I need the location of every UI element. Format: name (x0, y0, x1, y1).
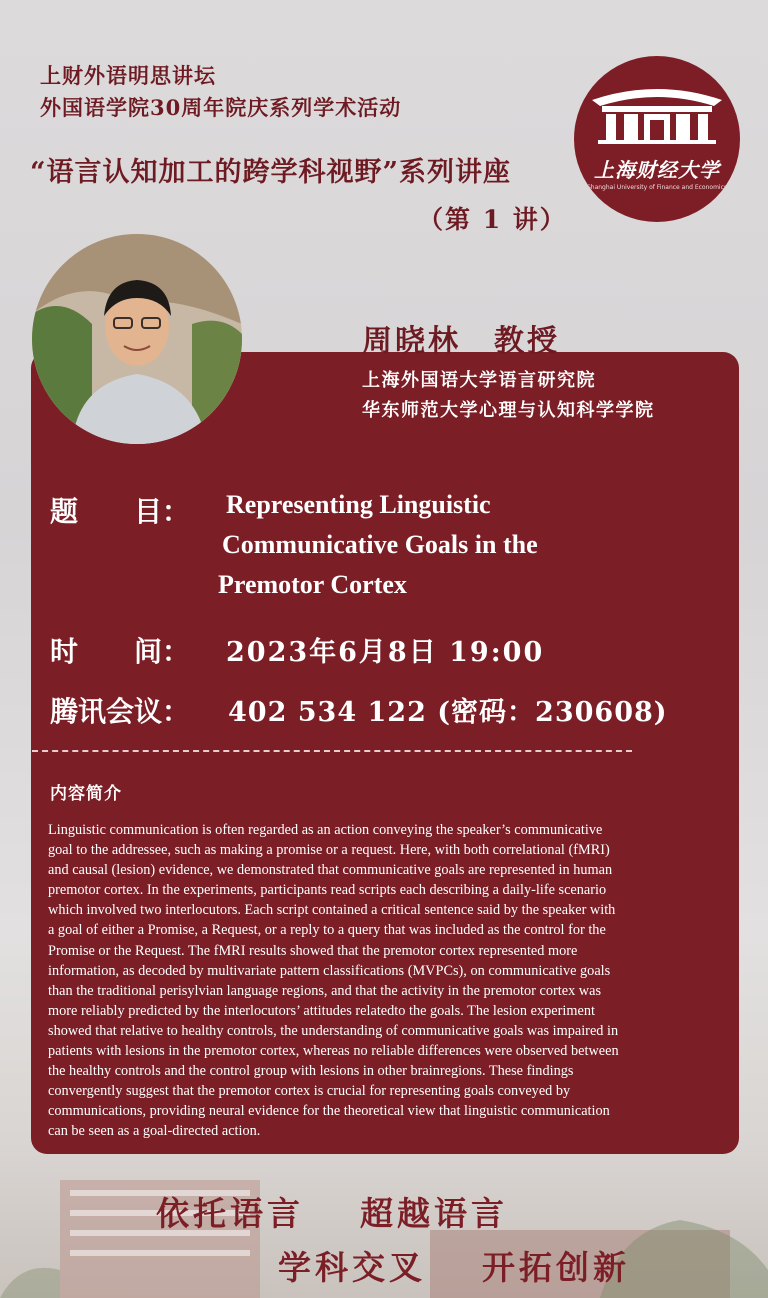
lecture-number: （第 1 讲） (418, 205, 567, 234)
abstract-line: which involved two interlocutors. Each script contained a critical sentence said by the speaker with (48, 902, 616, 919)
abstract-line: and causal (lesion) evidence, we demonstrated that communicative goals are represented in human (48, 862, 613, 879)
speaker-affiliation-2: 华东师范大学心理与认知科学学院 (362, 400, 655, 421)
forum-name: 上财外语明思讲坛 (40, 63, 216, 88)
abstract-line: communications, providing neural evidence for the theoretical view that linguistic communication (48, 1103, 610, 1120)
series-title: “语言认知加工的跨学科视野”系列讲座 (30, 157, 512, 188)
speaker-name: 周晓林 教授 (362, 324, 560, 359)
topic-line-2: Communicative Goals in the (222, 530, 538, 559)
section-divider (32, 750, 632, 752)
gate-building-icon (574, 56, 740, 222)
topic-line-1: Representing Linguistic (226, 490, 491, 519)
event-subtitle: 外国语学院30周年院庆系列学术活动 (40, 95, 402, 120)
abstract-line: patients with lesions in the premotor cortex, whereas no reliable differences were observed between (48, 1043, 619, 1060)
slogan-2a: 学科交叉 (278, 1248, 426, 1287)
abstract-line: a goal of either a Promise, a Request, or a reply to a query that was included as the control for the (48, 922, 606, 939)
topic-line-3: Premotor Cortex (218, 570, 407, 599)
time-value: 2023年6月8日 19:00 (226, 637, 545, 668)
time-label: 时 间： (50, 635, 191, 668)
university-logo (574, 56, 740, 222)
abstract-line: more reliably predicted by the interlocutors’ attitudes relatedto the goals. The lesion experiment (48, 1002, 595, 1019)
speaker-photo (32, 234, 242, 444)
speaker-affiliation-1: 上海外国语大学语言研究院 (362, 370, 596, 391)
abstract-line: showed that relative to healthy controls, the understanding of communicative goals was impaired in (48, 1022, 619, 1039)
abstract-line: premotor cortex. In the experiments, participants read scripts each describing a daily-life scenario (48, 882, 607, 899)
abstract-line: than the traditional perisylvian language regions, and that the activity in the premotor cortex was (48, 982, 602, 999)
meeting-id: 402 534 122 (密码：230608) (228, 697, 668, 728)
abstract-heading: 内容简介 (50, 784, 122, 804)
meeting-label: 腾讯会议： (50, 695, 191, 728)
slogan-2b: 开拓创新 (482, 1248, 630, 1287)
abstract-line: information, as decoded by multivariate pattern classifications (MVPCs), on communicative goals (48, 962, 611, 979)
slogan-1a: 依托语言 (156, 1194, 304, 1233)
abstract-line: Linguistic communication is often regarded as an action conveying the speaker’s communicative (48, 822, 603, 838)
abstract-line: can be seen as a goal-directed action. (48, 1123, 261, 1140)
abstract-line: goal to the addressee, such as making a promise or a request. Here, with both correlational (fMRI) (48, 842, 610, 859)
topic-label: 题 目： (50, 495, 191, 528)
abstract-line: Promise or the Request. The fMRI results showed that the premotor cortex represented more (48, 942, 578, 959)
abstract-text (48, 820, 738, 1142)
logo-calligraphy: 上海财经大学 (594, 158, 720, 182)
abstract-line: convergently suggest that the premotor cortex is crucial for representing goals conveyed by (48, 1083, 571, 1100)
slogan-1b: 超越语言 (360, 1194, 508, 1233)
logo-english-name: Shanghai University of Finance and Economics (586, 184, 728, 191)
abstract-line: the healthy controls and the control group with lesions in other brainregions. These findings (48, 1063, 574, 1080)
